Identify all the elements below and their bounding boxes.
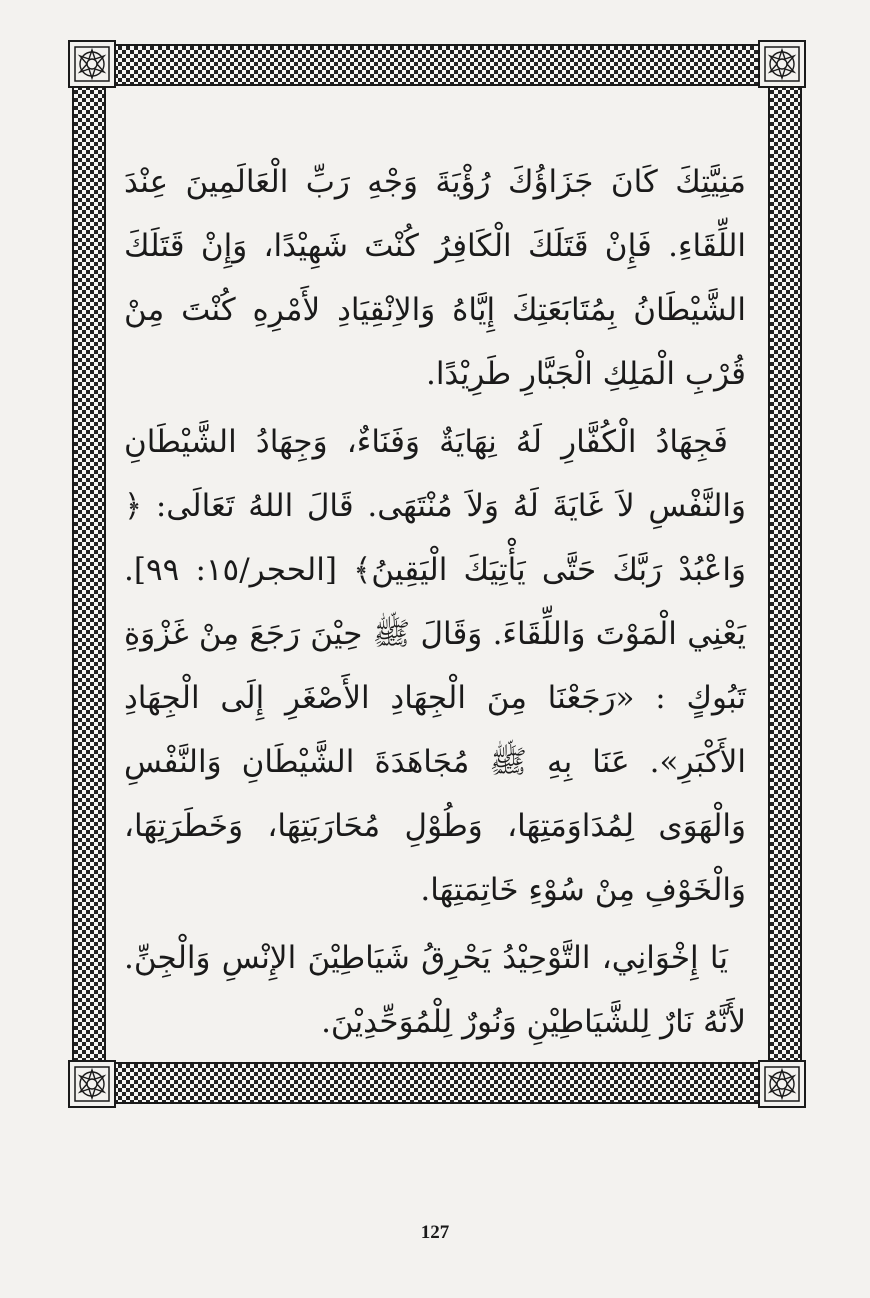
- border-left: [72, 44, 106, 1104]
- paragraph-2: فَجِهَادُ الْكُفَّارِ لَهُ نِهَايَةٌ وَفَنَاءٌ، وَجِهَادُ الشَّيْطَانِ وَالنَّفْسِ لاَ غَايَةَ لَهُ وَلاَ مُنْتَهَى. قَالَ اللهُ تَعَالَى: ﴿ وَاعْبُدْ رَبَّكَ حَتَّى يَأْتِيَكَ الْيَقِينُ﴾ [الحجر/١٥: ٩٩]. يَعْنِي الْمَوْتَ وَاللِّقَاءَ. وَقَالَ ﷺ حِيْنَ رَجَعَ مِنْ غَزْوَةِ تَبُوكٍ : «رَجَعْنَا مِنَ الْجِهَادِ الأَصْغَرِ إِلَى الْجِهَادِ الأَكْبَرِ». عَنَا بِهِ ﷺ مُجَاهَدَةَ الشَّيْطَانِ وَالنَّفْسِ وَالْهَوَى لِمُدَاوَمَتِهَا، وَطُوْلِ مُحَارَبَتِهَا، وَخَطَرَتِهَا، وَالْخَوْفِ مِنْ سُوْءِ خَاتِمَتِهَا.: [124, 424, 746, 908]
- border-top: [72, 44, 802, 86]
- paragraph-3: يَا إِخْوَانِي، التَّوْحِيْدُ يَحْرِقُ شَيَاطِيْنَ الإِنْسِ وَالْجِنِّ. لأَنَّهُ نَارٌ لِلشَّيَاطِيْنِ وَنُورٌ لِلْمُوَحِّدِيْنَ.: [124, 940, 746, 1040]
- corner-ornament-icon: [758, 1060, 806, 1108]
- corner-ornament-icon: [68, 40, 116, 88]
- page-number: 127: [420, 1222, 450, 1243]
- body-text: [124, 150, 746, 1058]
- border-right: [768, 44, 802, 1104]
- border-bottom: [72, 1062, 802, 1104]
- corner-ornament-icon: [68, 1060, 116, 1108]
- corner-ornament-icon: [758, 40, 806, 88]
- paragraph-1: مَنِيَّتِكَ كَانَ جَزَاؤُكَ رُؤْيَةَ وَجْهِ رَبِّ الْعَالَمِينَ عِنْدَ اللِّقَاءِ. فَإِنْ قَتَلَكَ الْكَافِرُ كُنْتَ شَهِيْدًا، وَإِنْ قَتَلَكَ الشَّيْطَانُ بِمُتَابَعَتِكَ إِيَّاهُ وَالاِنْقِيَادِ لأَمْرِهِ كُنْتَ مِنْ قُرْبِ الْمَلِكِ الْجَبَّارِ طَرِيْدًا.: [124, 164, 746, 392]
